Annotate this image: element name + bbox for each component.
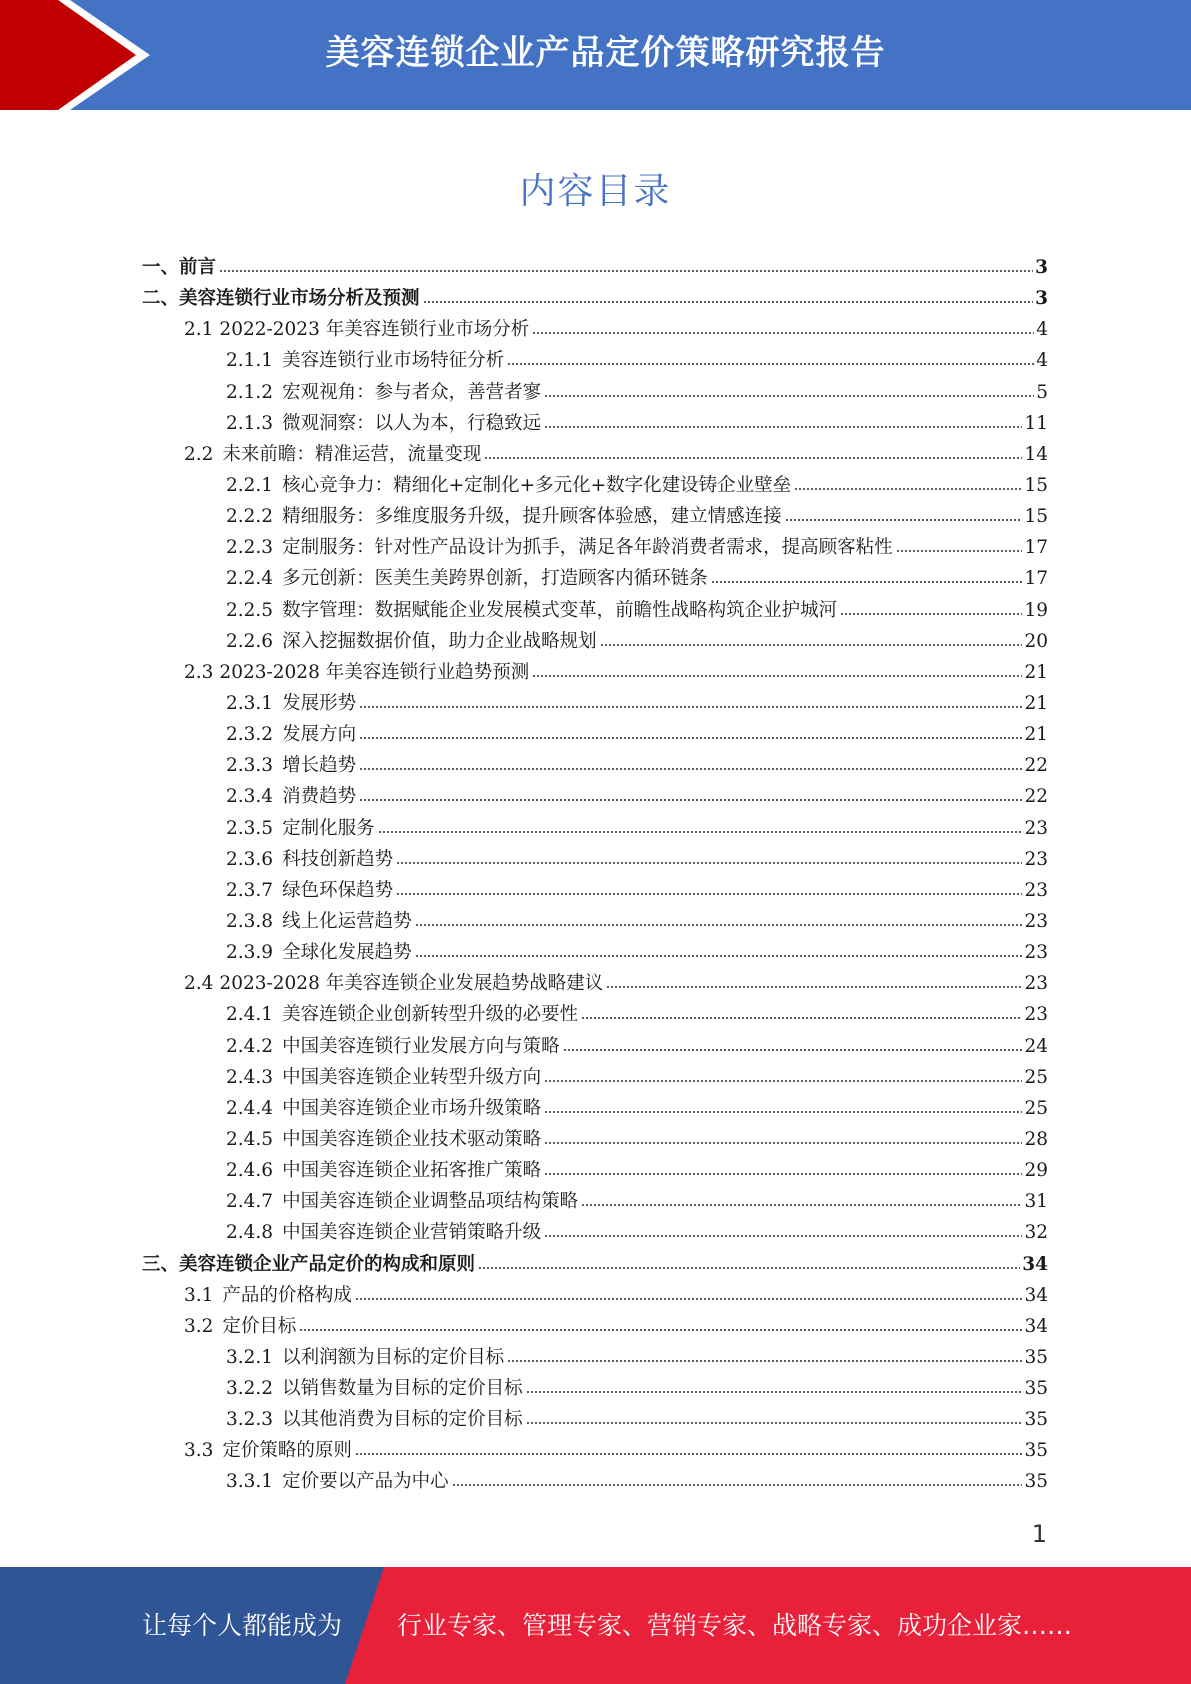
toc-entry-title: 全球化发展趋势 [282, 942, 412, 964]
toc-dot-leader [415, 954, 1023, 958]
toc-entry-number: 2.2.2 [226, 506, 274, 528]
toc-entry-page: 25 [1024, 1097, 1048, 1119]
toc-entry-page: 23 [1024, 942, 1048, 964]
toc-entry-number: 2.3 [184, 661, 214, 683]
toc-entry-page: 23 [1024, 879, 1048, 901]
toc-entry-title: 定价策略的原则 [222, 1440, 352, 1462]
toc-entry[interactable] [142, 658, 1048, 689]
toc-entry-page: 22 [1024, 786, 1048, 808]
toc-entry[interactable] [142, 907, 1048, 938]
toc-entry-title: 精细服务：多维度服务升级，提升顾客体验感，建立情感连接 [282, 506, 782, 528]
toc-entry-number: 2.3.6 [226, 848, 274, 870]
toc-dot-leader [544, 1172, 1022, 1176]
toc-entry[interactable] [142, 782, 1048, 813]
toc-entry-number: 3.1 [184, 1284, 214, 1306]
toc-entry-title: 前言 [179, 257, 217, 278]
toc-entry-number: 一、 [142, 257, 180, 278]
toc-entry-title: 2023-2028 年美容连锁行业趋势预测 [219, 661, 530, 683]
toc-entry-title: 产品的价格构成 [222, 1284, 352, 1306]
toc-entry[interactable] [142, 1467, 1048, 1498]
toc-dot-leader [299, 1328, 1022, 1332]
toc-entry-number: 2.4.1 [226, 1004, 274, 1026]
toc-entry-number: 2.4.2 [226, 1035, 274, 1057]
toc-entry-number: 2.3.9 [226, 942, 274, 964]
toc-entry-number: 2.2.4 [226, 568, 274, 590]
toc-dot-leader [359, 736, 1022, 740]
toc-dot-leader [355, 1297, 1023, 1301]
toc-dot-leader [526, 1390, 1023, 1394]
toc-entry[interactable] [142, 1250, 1048, 1281]
toc-entry-title: 发展方向 [282, 724, 357, 746]
toc-entry-title: 中国美容连锁企业转型升级方向 [282, 1066, 542, 1088]
footer-slogan-left: 让每个人都能成为 [142, 1611, 343, 1640]
toc-entry-title: 多元创新：医美生美跨界创新，打造顾客内循环链条 [282, 568, 708, 590]
toc-entry[interactable] [142, 1187, 1048, 1218]
toc-entry[interactable] [142, 409, 1048, 440]
toc-entry[interactable] [142, 845, 1048, 876]
toc-entry-page: 17 [1024, 537, 1048, 559]
toc-entry-page: 23 [1024, 973, 1048, 995]
toc-entry[interactable] [142, 284, 1048, 315]
toc-entry[interactable] [142, 596, 1048, 627]
toc-entry-page: 34 [1024, 1315, 1048, 1337]
toc-entry-page: 35 [1024, 1471, 1048, 1493]
toc-heading: 内容目录 [519, 171, 672, 212]
toc-entry-title: 未来前瞻：精准运营，流量变现 [222, 443, 482, 465]
toc-dot-leader [544, 1079, 1022, 1083]
toc-dot-leader [896, 549, 1023, 553]
toc-entry-page: 23 [1024, 1004, 1048, 1026]
toc-entry[interactable] [142, 315, 1048, 346]
toc-dot-leader [544, 1234, 1022, 1238]
toc-entry-page: 34 [1022, 1253, 1048, 1275]
toc-entry-page: 35 [1024, 1378, 1048, 1400]
toc-entry-number: 2.3.2 [226, 724, 274, 746]
toc-entry[interactable] [142, 751, 1048, 782]
toc-entry-number: 2.4.8 [226, 1222, 274, 1244]
toc-dot-leader [526, 1421, 1023, 1425]
toc-entry-title: 消费趋势 [282, 786, 357, 808]
toc-entry-page: 4 [1036, 350, 1048, 372]
toc-entry-number: 2.2.1 [226, 474, 274, 496]
toc-dot-leader [355, 1452, 1023, 1456]
toc-entry-number: 3.2.1 [226, 1346, 274, 1368]
toc-entry-page: 23 [1024, 848, 1048, 870]
toc-entry-page: 21 [1024, 724, 1048, 746]
report-title: 美容连锁企业产品定价策略研究报告 [325, 33, 886, 73]
toc-entry[interactable] [142, 1436, 1048, 1467]
toc-entry-page: 35 [1024, 1409, 1048, 1431]
toc-dot-leader [478, 1266, 1020, 1270]
toc-entry[interactable] [142, 1312, 1048, 1343]
toc-entry[interactable] [142, 253, 1048, 284]
toc-dot-leader [785, 518, 1023, 522]
toc-entry[interactable] [142, 1218, 1048, 1249]
toc-dot-leader [544, 425, 1022, 429]
toc-entry[interactable] [142, 969, 1048, 1000]
toc-entry[interactable] [142, 1094, 1048, 1125]
toc-entry-page: 23 [1024, 817, 1048, 839]
toc-entry-number: 3.2.3 [226, 1409, 274, 1431]
toc-entry-number: 2.3.5 [226, 817, 274, 839]
toc-dot-leader [423, 300, 1034, 304]
toc-entry-number: 三、 [142, 1253, 180, 1275]
toc-entry-number: 2.3.4 [226, 786, 274, 808]
toc-entry[interactable] [142, 1000, 1048, 1031]
toc-entry-title: 美容连锁行业市场分析及预测 [179, 288, 420, 310]
toc-dot-leader [563, 1048, 1023, 1052]
toc-entry[interactable] [142, 720, 1048, 751]
toc-entry-page: 21 [1024, 692, 1048, 714]
toc-entry-title: 中国美容连锁企业市场升级策略 [282, 1097, 542, 1119]
toc-entry-number: 2.3.8 [226, 910, 274, 932]
toc-entry-title: 中国美容连锁企业营销策略升级 [282, 1222, 542, 1244]
toc-entry-number: 2.4.7 [226, 1191, 274, 1213]
toc-dot-leader [507, 362, 1034, 366]
toc-dot-leader [544, 1110, 1022, 1114]
toc-entry[interactable] [142, 502, 1048, 533]
toc-entry-number: 2.2.5 [226, 599, 274, 621]
toc-dot-leader [532, 331, 1034, 335]
toc-entry-title: 以其他消费为目标的定价目标 [282, 1409, 523, 1431]
toc-entry[interactable] [142, 440, 1048, 471]
toc-entry-page: 19 [1024, 599, 1048, 621]
toc-entry-title: 以销售数量为目标的定价目标 [282, 1378, 523, 1400]
toc-entry[interactable] [142, 378, 1048, 409]
toc-dot-leader [581, 1203, 1022, 1207]
toc-entry-number: 2.4.4 [226, 1097, 274, 1119]
toc-entry-title: 微观洞察：以人为本，行稳致远 [282, 412, 542, 434]
toc-dot-leader [359, 767, 1022, 771]
toc-entry[interactable] [142, 1343, 1048, 1374]
toc-entry-page: 3 [1035, 288, 1048, 310]
table-of-contents [142, 253, 1048, 1499]
footer-banner [0, 1567, 1191, 1684]
toc-entry[interactable] [142, 1032, 1048, 1063]
toc-entry-number: 2.2.3 [226, 537, 274, 559]
toc-entry-page: 34 [1024, 1284, 1048, 1306]
toc-entry-page: 20 [1024, 630, 1048, 652]
page-number: 1 [1031, 1520, 1047, 1548]
toc-entry-page: 4 [1036, 319, 1048, 341]
toc-entry-title: 中国美容连锁企业技术驱动策略 [282, 1128, 542, 1150]
toc-entry-page: 14 [1024, 443, 1048, 465]
toc-entry-number: 2.2.6 [226, 630, 274, 652]
toc-entry[interactable] [142, 938, 1048, 969]
toc-dot-leader [396, 861, 1022, 865]
toc-entry-number: 2.3.1 [226, 692, 274, 714]
toc-entry-page: 35 [1024, 1440, 1048, 1462]
toc-entry-page: 24 [1024, 1035, 1048, 1057]
toc-dot-leader [359, 798, 1022, 802]
toc-entry-number: 2.1.1 [226, 350, 274, 372]
toc-entry[interactable] [142, 1374, 1048, 1405]
toc-entry-number: 2.2 [184, 443, 214, 465]
toc-entry-number: 3.2 [184, 1315, 214, 1337]
toc-entry-title: 中国美容连锁行业发展方向与策略 [282, 1035, 560, 1057]
toc-entry[interactable] [142, 876, 1048, 907]
toc-entry-number: 2.3.7 [226, 879, 274, 901]
toc-entry-number: 3.3 [184, 1440, 214, 1462]
toc-entry[interactable] [142, 1281, 1048, 1312]
toc-entry-number: 2.4.6 [226, 1160, 274, 1182]
toc-entry[interactable] [142, 814, 1048, 845]
toc-entry[interactable] [142, 689, 1048, 720]
toc-entry-title: 数字管理：数据赋能企业发展模式变革，前瞻性战略构筑企业护城河 [282, 599, 838, 621]
toc-entry-title: 美容连锁企业创新转型升级的必要性 [282, 1004, 579, 1026]
toc-entry-title: 发展形势 [282, 692, 357, 714]
toc-entry[interactable] [142, 471, 1048, 502]
toc-entry-number: 2.4.3 [226, 1066, 274, 1088]
toc-entry[interactable] [142, 564, 1048, 595]
toc-entry-number: 2.1.3 [226, 412, 274, 434]
toc-entry-page: 11 [1024, 412, 1048, 434]
toc-entry-page: 25 [1024, 1066, 1048, 1088]
toc-entry[interactable] [142, 627, 1048, 658]
toc-dot-leader [711, 580, 1023, 584]
toc-entry-title: 深入挖掘数据价值，助力企业战略规划 [282, 630, 597, 652]
toc-entry-title: 美容连锁行业市场特征分析 [282, 350, 505, 372]
toc-entry-title: 科技创新趋势 [282, 848, 394, 870]
toc-entry[interactable] [142, 346, 1048, 377]
toc-dot-leader [840, 612, 1022, 616]
toc-dot-leader [544, 394, 1034, 398]
toc-entry[interactable] [142, 1063, 1048, 1094]
toc-entry-number: 3.3.1 [226, 1471, 274, 1493]
toc-dot-leader [415, 923, 1023, 927]
toc-entry-page: 35 [1024, 1346, 1048, 1368]
toc-entry-page: 23 [1024, 910, 1048, 932]
toc-entry-page: 15 [1024, 506, 1048, 528]
toc-dot-leader [378, 830, 1023, 834]
toc-dot-leader [600, 643, 1023, 647]
toc-entry-page: 28 [1024, 1128, 1048, 1150]
toc-entry-title: 以利润额为目标的定价目标 [282, 1346, 505, 1368]
toc-entry[interactable] [142, 533, 1048, 564]
toc-entry-page: 15 [1024, 474, 1048, 496]
toc-dot-leader [396, 892, 1022, 896]
toc-entry-page: 21 [1024, 661, 1048, 683]
toc-entry-page: 17 [1024, 568, 1048, 590]
toc-entry-number: 二、 [142, 288, 180, 310]
toc-entry-title: 2022-2023 年美容连锁行业市场分析 [219, 319, 530, 341]
toc-entry[interactable] [142, 1405, 1048, 1436]
toc-entry-title: 定制化服务 [282, 817, 375, 839]
toc-dot-leader [359, 705, 1022, 709]
toc-entry-number: 2.3.3 [226, 755, 274, 777]
toc-entry-number: 2.4.5 [226, 1128, 274, 1150]
toc-dot-leader [606, 985, 1022, 989]
toc-entry-page: 3 [1035, 257, 1048, 278]
toc-entry-page: 29 [1024, 1160, 1048, 1182]
toc-entry-title: 宏观视角：参与者众，善营者寥 [282, 381, 542, 403]
toc-dot-leader [484, 456, 1022, 460]
toc-entry-title: 2023-2028 年美容连锁企业发展趋势战略建议 [219, 973, 604, 995]
toc-entry-title: 定价要以产品为中心 [282, 1471, 449, 1493]
toc-entry-title: 定价目标 [222, 1315, 297, 1337]
toc-dot-leader [544, 1141, 1022, 1145]
toc-entry-number: 2.4 [184, 973, 214, 995]
toc-entry-number: 3.2.2 [226, 1378, 274, 1400]
toc-entry-page: 31 [1024, 1191, 1048, 1213]
toc-dot-leader [219, 269, 1033, 273]
toc-dot-leader [507, 1359, 1022, 1363]
toc-entry-page: 32 [1024, 1222, 1048, 1244]
toc-entry-page: 22 [1024, 755, 1048, 777]
header-banner [0, 0, 1191, 110]
toc-entry-title: 定制服务：针对性产品设计为抓手，满足各年龄消费者需求，提高顾客粘性 [282, 537, 893, 559]
toc-entry-title: 中国美容连锁企业拓客推广策略 [282, 1160, 542, 1182]
toc-entry[interactable] [142, 1156, 1048, 1187]
toc-dot-leader [532, 674, 1022, 678]
toc-entry-page: 5 [1036, 381, 1048, 403]
toc-entry-title: 绿色环保趋势 [282, 879, 394, 901]
toc-dot-leader [794, 487, 1022, 491]
toc-entry-title: 增长趋势 [282, 755, 357, 777]
toc-entry-title: 核心竞争力：精细化+定制化+多元化+数字化建设铸企业壁垒 [282, 474, 792, 496]
toc-entry-title: 美容连锁企业产品定价的构成和原则 [179, 1253, 476, 1275]
toc-entry-title: 中国美容连锁企业调整品项结构策略 [282, 1191, 579, 1213]
toc-dot-leader [581, 1016, 1022, 1020]
footer-slogan-right: 行业专家、管理专家、营销专家、战略专家、成功企业家…… [397, 1611, 1073, 1640]
toc-entry[interactable] [142, 1125, 1048, 1156]
toc-entry-number: 2.1.2 [226, 381, 274, 403]
toc-dot-leader [452, 1483, 1023, 1487]
toc-entry-number: 2.1 [184, 319, 214, 341]
toc-entry-title: 线上化运营趋势 [282, 910, 412, 932]
